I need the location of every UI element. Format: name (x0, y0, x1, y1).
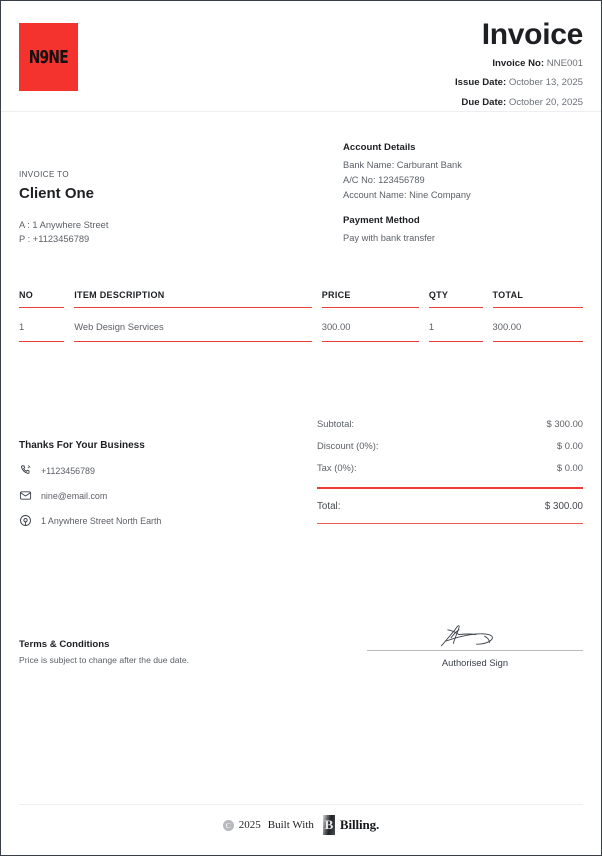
grand-total-label: Total: (317, 500, 341, 512)
signature-label: Authorised Sign (441, 657, 509, 668)
signature-block (367, 617, 583, 668)
cell-total: 300.00 (493, 321, 583, 342)
company-logo (19, 23, 78, 91)
phone-icon (19, 464, 32, 477)
parties-section (19, 142, 583, 252)
tax-row (317, 456, 583, 478)
summary-section (19, 412, 583, 542)
contact-phone-value: +1123456789 (41, 465, 95, 476)
invoice-number-value: NNE001 (546, 57, 583, 69)
footer-divider (19, 804, 583, 805)
invoice-to-label: INVOICE TO (19, 170, 69, 179)
account-spacer (343, 203, 583, 215)
terms-block (19, 639, 319, 665)
account-name: Account Name: Nine Company (343, 190, 471, 201)
discount-row (317, 434, 583, 456)
issue-date-value: October 13, 2025 (508, 77, 583, 89)
totals-block (317, 412, 583, 524)
column-header-description: ITEM DESCRIPTION (74, 290, 312, 308)
signature-mark (427, 617, 523, 649)
cell-no: 1 (19, 321, 64, 342)
client-phone: P : +1123456789 (19, 234, 90, 244)
contact-email-row (19, 489, 299, 502)
due-date-value: October 20, 2025 (508, 97, 583, 109)
table-row (19, 321, 583, 342)
discount-value: $ 0.00 (556, 439, 583, 451)
column-header-no: NO (19, 290, 64, 308)
page-footer (1, 815, 601, 835)
discount-label: Discount (0%): (317, 439, 379, 451)
envelope-icon (19, 489, 32, 502)
copyright-icon: C (223, 820, 234, 831)
account-details-title: Account Details (343, 142, 416, 153)
issue-date-label: Issue Date: (455, 77, 507, 89)
issue-date-line (455, 77, 583, 90)
invoice-to-block (19, 170, 319, 244)
invoice-number-line (455, 58, 583, 71)
account-details-block (343, 142, 583, 246)
thanks-title: Thanks For Your Business (19, 440, 145, 451)
contact-address-value: 1 Anywhere Street North Earth (41, 515, 162, 526)
due-date-label: Due Date: (461, 97, 507, 109)
table-header-row (19, 290, 583, 308)
subtotal-label: Subtotal: (317, 417, 355, 429)
account-bank-name: Bank Name: Carburant Bank (343, 160, 462, 170)
billing-brand-icon: B (323, 815, 335, 835)
contact-phone-row (19, 464, 299, 477)
cell-price: 300.00 (322, 321, 419, 342)
column-header-price: PRICE (322, 290, 419, 308)
payment-method-title: Payment Method (343, 215, 420, 227)
invoice-body (1, 142, 601, 687)
column-header-total: TOTAL (493, 290, 583, 308)
terms-title: Terms & Conditions (19, 639, 110, 650)
cell-qty: 1 (429, 321, 483, 342)
account-ac-no: A/C No: 123456789 (343, 175, 425, 186)
due-date-line (455, 97, 583, 110)
invoice-header-meta (455, 19, 583, 110)
footer-year: 2025 (238, 819, 261, 831)
thanks-block (19, 440, 299, 539)
subtotal-value: $ 300.00 (546, 417, 583, 429)
terms-text: Price is subject to change after the due date. (19, 655, 190, 665)
contact-address-row (19, 514, 299, 527)
client-address: A : 1 Anywhere Street (19, 220, 109, 230)
terms-signature-section (19, 617, 583, 687)
footer-built-with-label: Built With (267, 819, 314, 831)
grand-total-row (317, 489, 583, 524)
location-pin-icon (19, 514, 32, 527)
tax-label: Tax (0%): (317, 461, 357, 473)
page-title: Invoice (481, 18, 583, 51)
column-header-qty: QTY (429, 290, 483, 308)
grand-total-value: $ 300.00 (544, 500, 583, 512)
tax-value: $ 0.00 (556, 461, 583, 473)
billing-brand-name: Billing. (339, 817, 380, 832)
client-name: Client One (19, 185, 95, 202)
items-table (19, 290, 583, 342)
payment-method-value: Pay with bank transfer (343, 233, 435, 244)
invoice-number-label: Invoice No: (492, 57, 545, 69)
contact-email-value: nine@email.com (41, 490, 108, 501)
company-logo-text: N9NE (28, 45, 69, 68)
signature-line (367, 650, 583, 651)
cell-description: Web Design Services (74, 321, 312, 342)
subtotal-row (317, 412, 583, 434)
invoice-header (1, 1, 601, 112)
